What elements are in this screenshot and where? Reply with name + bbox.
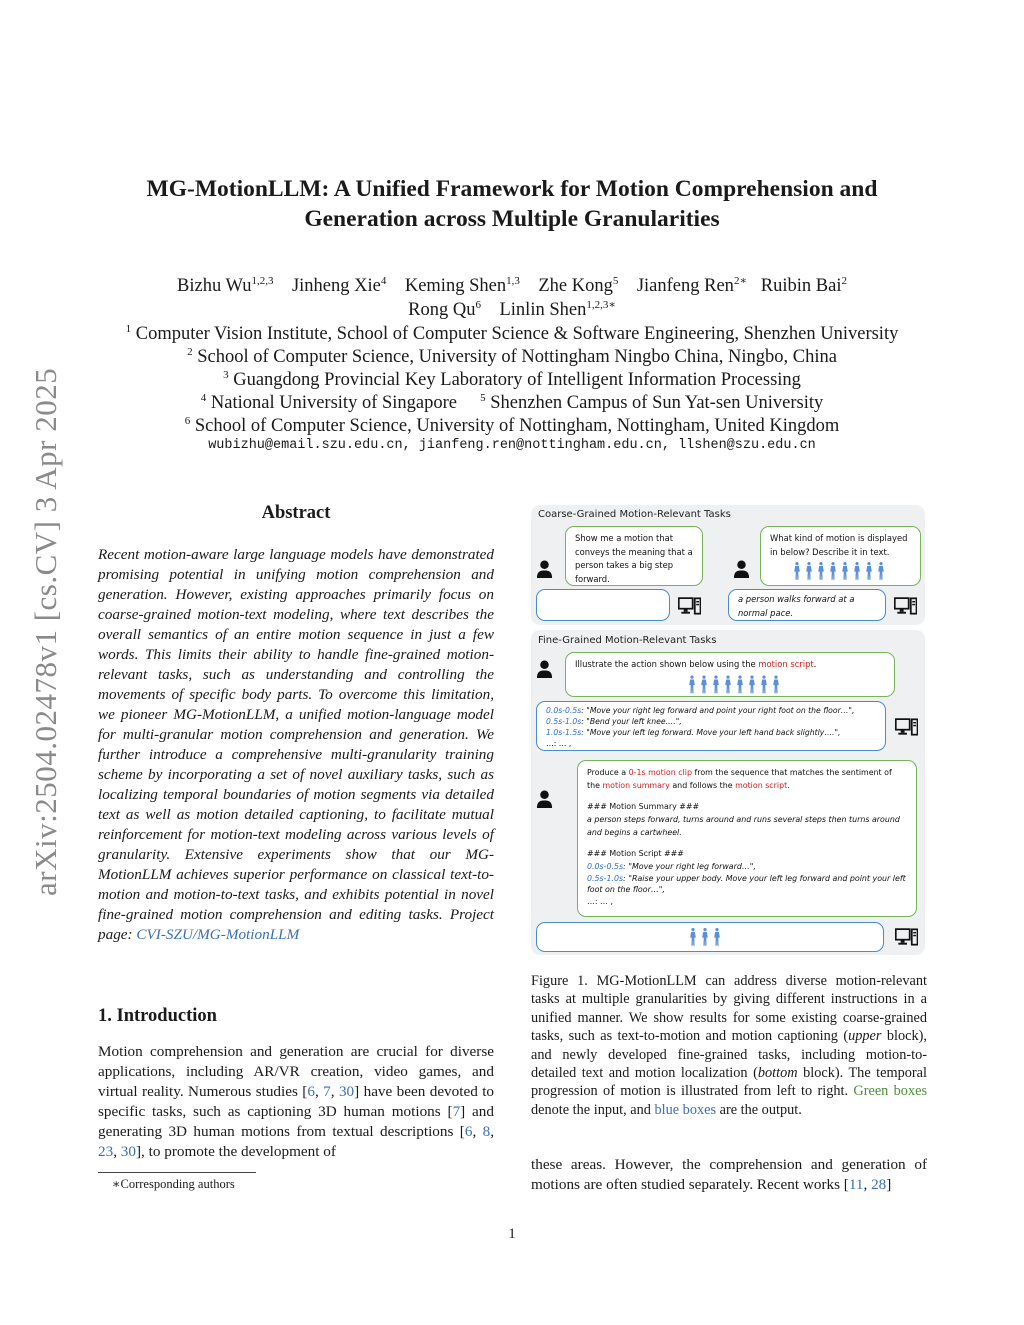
motion-figure-icon: [840, 561, 850, 581]
motion-captioning-prompt: [760, 526, 921, 586]
motion-script-output: [536, 701, 886, 751]
prompt-text: Illustrate the action shown below using the: [575, 659, 759, 669]
affil-text: School of Computer Science, University of Nottingham, Nottingham, United Kingdom: [194, 416, 840, 437]
title-line-2: Generation across Multiple Granularities: [304, 206, 720, 232]
prompt-line: [587, 766, 907, 792]
prompt-text: .: [813, 659, 817, 669]
time-span: 1.0s-1.5s: [546, 728, 582, 737]
time-span: 0.5s-1.0s: [546, 717, 582, 726]
affil-text: School of Computer Science, University of Nottingham Ningbo China, Ningbo, China: [197, 347, 837, 368]
intro-heading: 1. Introduction: [98, 1006, 217, 1026]
citation-link[interactable]: 7: [323, 1083, 331, 1100]
motion-sequence-input: [792, 561, 911, 581]
motion-sequence-output: [688, 927, 874, 947]
author: Jianfeng Ren: [636, 276, 734, 297]
motion-figure-icon: [771, 674, 781, 695]
caption-text: block), and newly developed fine-grained tasks, including motion-to-detailed text and motion localization (: [531, 1028, 927, 1082]
abstract-text: Recent motion-aware large language models have demonstrated promising potential in unifying motion comprehension and generation. However, existing approaches primarily focus on coarse-grained motion-text modeling, where text describes the overall semantics of an entire motion sequence in just a few words. This limits their ability to handle fine-grained motion-relevant tasks, such as understanding and controlling the movements of specific body parts. To overcome this limitation, we pioneer MG-MotionLLM, a unified motion-language model for multi-granular motion comprehension and generation. We further introduce a comprehensive multi-granularity training scheme by incorporating a set of novel auxiliary tasks, such as localizing temporal boundaries of motion segments via detailed text as well as motion detailed captioning, to facilitate mutual reinforcement for motion-text modeling across various levels of granularity. Extensive experiments show that our MG-MotionLLM achieves superior performance on classical text-to-motion and motion-to-text tasks, and exhibits potential in novel fine-grained motion comprehension and editing tasks. Project page:: [98, 546, 494, 943]
author: Ruibin Bai: [760, 276, 842, 297]
script-text: : "Move your right leg forward…",: [623, 862, 756, 871]
summary-heading: ### Motion Summary ###: [587, 802, 700, 811]
script-text: : "Bend your left knee….",: [581, 717, 682, 726]
motion-figure-icon: [852, 561, 862, 581]
sep: ,: [314, 1083, 324, 1100]
computer-icon: [895, 718, 918, 736]
author: Zhe Kong: [538, 276, 613, 297]
affil-text: National University of Singapore: [210, 393, 457, 414]
author: Keming Shen: [404, 276, 507, 297]
script-text: : "Move your right leg forward and point your right foot on the floor…",: [581, 706, 855, 715]
motion-localization-prompt: [577, 760, 917, 917]
arxiv-identifier: arXiv:2504.02478v1 [cs.CV] 3 Apr 2025: [28, 367, 63, 896]
caption-blue: blue boxes: [654, 1101, 717, 1118]
highlight-text: 0-1s motion clip: [628, 768, 692, 777]
author-emails: wubizhu@email.szu.edu.cn, jianfeng.ren@nottingham.edu.cn, llshen@szu.edu.cn: [208, 438, 816, 453]
script-line: …: … ,: [587, 897, 613, 906]
intro-text: ] have been devoted to specific tasks, such as captioning 3D human motions [: [98, 1083, 495, 1120]
motion-figure-icon: [747, 674, 757, 695]
caption-emph: upper: [848, 1028, 882, 1045]
script-line: …: … ,: [546, 739, 572, 748]
author-affil: 6: [475, 299, 481, 311]
author-affil: 2: [841, 275, 847, 287]
author-affil: 1,3: [506, 275, 520, 287]
prompt-text: .: [787, 781, 790, 790]
caption-output: a person walks forward at a normal pace.: [728, 589, 886, 621]
author: Linlin Shen: [499, 300, 587, 321]
motion-figure-icon: [711, 674, 721, 695]
sep: ,: [490, 1123, 494, 1140]
citation-link[interactable]: 23: [98, 1143, 114, 1160]
fine-grained-title: Fine-Grained Motion-Relevant Tasks: [538, 635, 717, 646]
user-icon: [536, 790, 553, 809]
coarse-grained-title: Coarse-Grained Motion-Relevant Tasks: [538, 509, 731, 520]
time-span: 0.0s-0.5s: [546, 706, 582, 715]
motion-output-box: [536, 589, 670, 621]
prompt-text: and follows the: [669, 781, 736, 790]
sep: ,: [472, 1123, 483, 1140]
motion-figure-icon: [828, 561, 838, 581]
affil-num: 4: [200, 392, 207, 404]
abstract-body: [98, 545, 494, 945]
intro-text: ] and generating 3D human motions from textual descriptions [: [98, 1103, 494, 1140]
footnote: ∗Corresponding authors: [112, 1177, 235, 1191]
affil-num: 3: [223, 369, 229, 381]
sep: ,: [863, 1176, 872, 1193]
author-affil: 5: [612, 275, 619, 287]
prompt-line: [575, 658, 885, 672]
prompt-text: from the sequence that matches the sentiment of the: [587, 768, 892, 790]
intro-text: Motion comprehension and generation are crucial for diverse applications, including AR/VR creation, video games, and virtual reality. Numerous studies [: [98, 1043, 494, 1100]
affil-num: 2: [187, 346, 193, 358]
title-line-1: MG-MotionLLM: A Unified Framework for Motion Comprehension and: [146, 176, 878, 202]
motion-clip-output: [536, 922, 884, 952]
author: Jinheng Xie: [291, 276, 381, 297]
caption-emph: bottom: [757, 1065, 798, 1082]
motion-to-script-prompt: [565, 652, 895, 697]
citation-link[interactable]: 6: [307, 1083, 315, 1100]
computer-icon: [894, 597, 917, 615]
caption-text: are the output.: [716, 1101, 802, 1118]
motion-figure-icon: [723, 674, 733, 695]
author-affil: 2∗: [733, 275, 747, 287]
affil-text: Shenzhen Campus of Sun Yat-sen University: [490, 393, 824, 414]
author-affil: 1,2,3∗: [586, 299, 616, 311]
caption-green: Green boxes: [853, 1083, 928, 1100]
project-page-link[interactable]: CVI-SZU/MG-MotionLLM: [136, 926, 300, 943]
motion-figure-icon: [687, 674, 697, 695]
motion-figure-icon: [792, 561, 802, 581]
abstract-heading: Abstract: [261, 503, 331, 523]
computer-icon: [678, 597, 701, 615]
footnote-rule: [98, 1172, 256, 1173]
motion-figure-icon: [699, 674, 709, 695]
caption-text: Figure 1. MG-MotionLLM can address diverse motion-relevant tasks at multiple granularities by giving different instructions in a unified manner. We show results for some existing coarse-grained tasks, such as text-to-motion and motion captioning (: [531, 973, 927, 1045]
citation-link[interactable]: 6: [464, 1123, 473, 1140]
citation-link[interactable]: 7: [452, 1103, 461, 1120]
author-affil: 1,2,3: [251, 275, 274, 287]
motion-figure-icon: [864, 561, 874, 581]
motion-figure-icon: [759, 674, 769, 695]
citation-link[interactable]: 8: [482, 1123, 491, 1140]
highlight-text: motion script: [758, 659, 814, 669]
user-icon: [536, 660, 553, 679]
intro-text: ], to promote the development of: [135, 1143, 336, 1160]
user-icon: [733, 560, 750, 579]
citation-link[interactable]: 30: [338, 1083, 355, 1100]
right-column-body: [531, 1155, 927, 1195]
page-number: 1: [508, 1226, 516, 1242]
body-text: these areas. However, the comprehension and generation of motions are often studied separately. Recent works [: [531, 1156, 927, 1193]
author: Rong Qu: [408, 300, 476, 321]
body-text: ]: [886, 1176, 892, 1193]
summary-text: a person steps forward, turns around and runs several steps then turns around and begins a cartwheel.: [587, 815, 900, 837]
sep: ,: [330, 1083, 339, 1100]
paper-title: [100, 174, 924, 234]
script-line: [546, 716, 876, 727]
user-icon: [536, 560, 553, 579]
intro-body: [98, 1042, 494, 1162]
script-line: [587, 873, 907, 895]
script-text: : "Raise your upper body. Move your left leg forward and point your left foot on the floor…",: [587, 874, 906, 894]
script-line: [587, 860, 907, 873]
motion-figure-icon: [816, 561, 826, 581]
figure-caption: [531, 972, 927, 1119]
affil-text: Computer Vision Institute, School of Computer Science & Software Engineering, Shenzhen University: [135, 324, 899, 345]
highlight-text: motion summary: [602, 781, 670, 790]
affil-num: 1: [125, 323, 132, 335]
prompt-text: What kind of motion is displayed in below? Describe it in text.: [770, 533, 908, 557]
author: Bizhu Wu: [177, 276, 252, 297]
computer-icon: [895, 928, 918, 946]
highlight-text: motion script: [735, 781, 788, 790]
caption-text: block). The temporal progression of motion is illustrated from left to right.: [531, 1065, 927, 1100]
affiliation-6: [60, 410, 964, 438]
prompt-text: Produce a: [587, 768, 629, 777]
author-affil: 4: [380, 275, 387, 287]
motion-figure-icon: [735, 674, 745, 695]
affil-num: 5: [480, 392, 486, 404]
text-to-motion-prompt: Show me a motion that conveys the meaning that a person takes a big step forward.: [565, 526, 703, 586]
motion-figure-icon: [876, 561, 886, 581]
affil-num: 6: [184, 415, 191, 427]
script-line: [546, 705, 876, 716]
citation-link[interactable]: 30: [120, 1143, 136, 1160]
time-span: 0.5s-1.0s: [587, 874, 624, 883]
script-line: [546, 727, 876, 738]
motion-figure-icon: [688, 927, 698, 947]
script-text: : "Move your left leg forward. Move your left hand back slightly….",: [581, 728, 841, 737]
script-heading: ### Motion Script ###: [587, 849, 684, 858]
affil-text: Guangdong Provincial Key Laboratory of Intelligent Information Processing: [233, 370, 801, 391]
sep: ,: [113, 1143, 121, 1160]
motion-sequence-input: [687, 674, 885, 695]
motion-figure-icon: [700, 927, 710, 947]
citation-link[interactable]: 28: [871, 1176, 887, 1193]
citation-link[interactable]: 11: [848, 1176, 864, 1193]
motion-figure-icon: [712, 927, 722, 947]
time-span: 0.0s-0.5s: [587, 862, 624, 871]
motion-figure-icon: [804, 561, 814, 581]
caption-text: denote the input, and: [531, 1101, 655, 1118]
